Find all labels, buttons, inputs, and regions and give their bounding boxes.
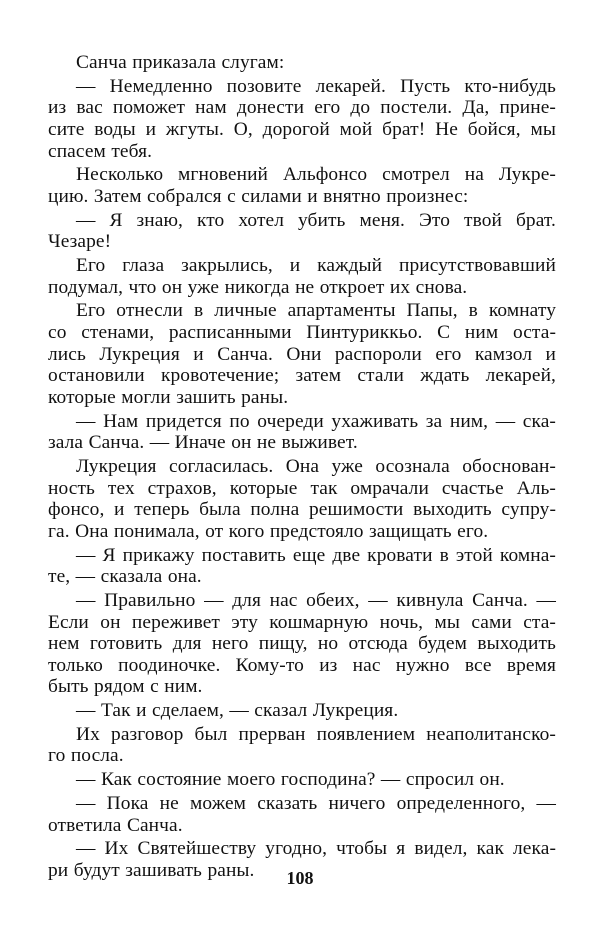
paragraph (48, 411, 556, 454)
text-line: — Их Святейшеству угодно, чтобы я видел, как лека- (76, 838, 556, 860)
text-line: го посла. (48, 745, 124, 767)
paragraph (48, 724, 556, 767)
text-line: Несколько мгновений Альфонсо смотрел на Лукре- (76, 164, 556, 186)
paragraph (48, 210, 556, 253)
text-line: нем готовить для него пищу, но отсюда будем выходить (48, 633, 556, 655)
text-line: зала Санча. — Иначе он не выживет. (48, 432, 358, 454)
text-line: — Я прикажу поставить еще две кровати в этой комна- (76, 544, 556, 566)
text-line: подумал, что он уже никогда не откроет их снова. (48, 276, 468, 298)
text-line: — Так и сделаем, — сказал Лукреция. (76, 700, 399, 722)
text-line: фонсо, и теперь была полна решимости выходить супру- (48, 499, 556, 521)
text-line: ри будут зашивать раны. (48, 860, 255, 881)
text-line: из вас поможет нам донести его до постели. Да, прине- (48, 97, 556, 119)
text-line: Санча приказала слугам: (76, 52, 285, 73)
text-line: — Нам придется по очереди ухаживать за ним, — ска- (76, 410, 556, 432)
text-line: спасем тебя. (48, 140, 153, 162)
text-line: — Как состояние моего господина? — спросил он. (76, 769, 505, 791)
paragraph (48, 590, 556, 698)
text-line: га. Она понимала, от кого предстояло защищать его. (48, 520, 489, 542)
paragraph (48, 300, 556, 408)
text-line: со стенами, расписанными Пинтуриккьо. С ним оста- (48, 322, 556, 344)
paragraph (48, 769, 556, 791)
paragraph (48, 545, 556, 588)
text-line: только поодиночке. Кому-то из нас нужно все время (48, 654, 556, 676)
text-line: — Пока не можем сказать ничего определенного, — (76, 793, 556, 815)
text-line: — Немедленно позовите лекарей. Пусть кто-нибудь (76, 75, 556, 97)
text-line: остановили кровотечение; затем стали ждать лекарей, (48, 365, 556, 387)
text-line: которые могли зашить раны. (48, 386, 289, 408)
text-line: ность тех страхов, которые так омрачали счастье Аль- (48, 477, 556, 499)
paragraph (48, 700, 556, 722)
text-line: быть рядом с ним. (48, 676, 203, 698)
paragraph (48, 793, 556, 836)
text-line: ответила Санча. (48, 814, 183, 836)
text-line: сите воды и жгуты. О, дорогой мой брат! Не бойся, мы (48, 118, 556, 140)
text-line: Их разговор был прерван появлением неаполитанско- (76, 723, 556, 745)
text-line: лись Лукреция и Санча. Они распороли его камзол и (48, 343, 556, 365)
text-line: Лукреция согласилась. Она уже осознала обоснован- (76, 456, 556, 477)
text-line: Его отнесли в личные апартаменты Папы, в комнату (76, 300, 556, 322)
paragraph (48, 164, 556, 207)
page-number: 108 (286, 868, 314, 888)
text-line: Если он переживет эту кошмарную ночь, мы сами ста- (48, 611, 556, 633)
text-line: цию. Затем собрался с силами и внятно произнес: (48, 185, 469, 207)
paragraph (48, 76, 556, 162)
paragraph (48, 456, 556, 542)
book-page-text (48, 52, 556, 882)
text-line: Чезаре! (48, 231, 112, 253)
paragraph (48, 255, 556, 298)
text-line: — Правильно — для нас обеих, — кивнула Санча. — (76, 589, 556, 611)
paragraph (48, 52, 556, 74)
text-line: — Я знаю, кто хотел убить меня. Это твой брат. (76, 209, 556, 231)
text-line: те, — сказала она. (48, 566, 202, 588)
text-line: Его глаза закрылись, и каждый присутствовавший (76, 255, 556, 277)
